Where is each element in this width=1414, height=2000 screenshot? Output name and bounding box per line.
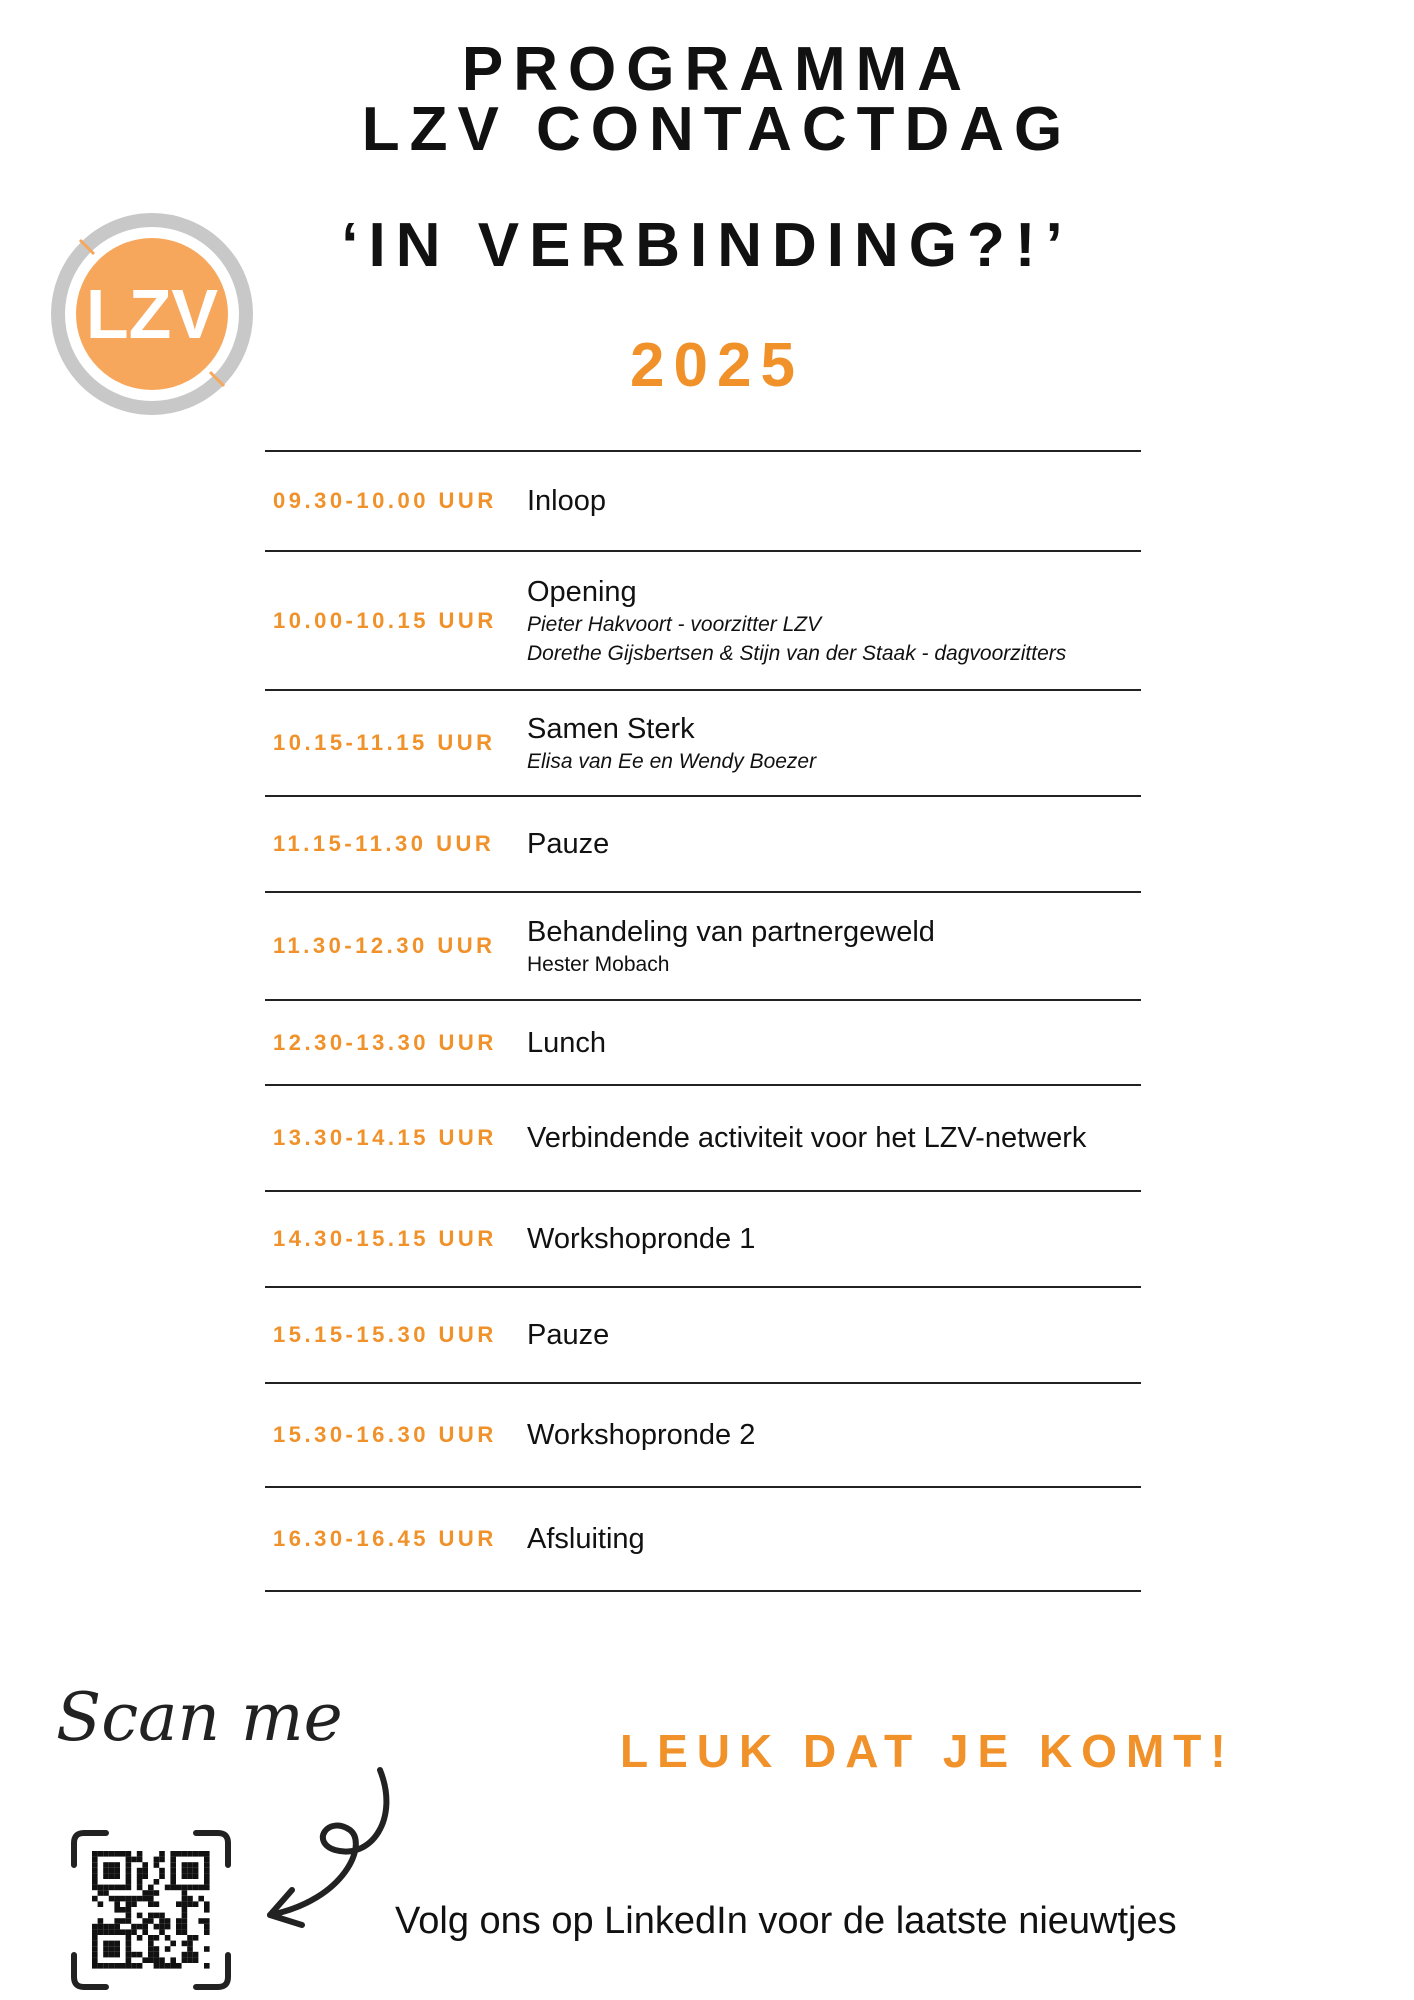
schedule-time: 16.30-16.45 UUR [273, 1526, 497, 1551]
theme-title: ‘IN VERBINDING?!’ [341, 211, 1073, 280]
schedule-content [527, 1025, 1141, 1061]
schedule-time: 15.15-15.30 UUR [273, 1322, 497, 1347]
schedule-row [265, 550, 1141, 689]
schedule-content [527, 826, 1141, 862]
schedule-speaker: Dorethe Gijsbertsen & Stijn van der Staak - dagvoorzitters [527, 641, 1067, 665]
schedule-content [527, 1417, 1141, 1453]
schedule-title: Verbindende activiteit voor het LZV-netwerk [527, 1122, 1087, 1154]
schedule-speaker: Pieter Hakvoort - voorzitter LZV [527, 612, 822, 636]
logo-text: LZV [85, 275, 219, 353]
schedule-row [265, 999, 1141, 1084]
schedule-title: Lunch [527, 1026, 607, 1059]
linkedin-follow-text: Volg ons op LinkedIn voor de laatste nieuwtjes [395, 1900, 1177, 1942]
schedule-row [265, 689, 1141, 795]
schedule-row [265, 795, 1141, 891]
curly-arrow-icon [250, 1760, 400, 1930]
schedule-time: 11.30-12.30 UUR [273, 933, 496, 958]
schedule-time: 15.30-16.30 UUR [273, 1422, 497, 1447]
schedule-content [527, 711, 1141, 776]
schedule-row [265, 891, 1141, 999]
scan-me-label [52, 1660, 352, 1770]
schedule-content [527, 483, 1141, 519]
schedule-table [265, 450, 1141, 1592]
schedule-row [265, 1486, 1141, 1592]
schedule-time: 13.30-14.15 UUR [273, 1125, 497, 1150]
schedule-speaker: Hester Mobach [527, 952, 670, 976]
schedule-title: Workshopronde 1 [527, 1223, 756, 1255]
schedule-time: 10.00-10.15 UUR [273, 607, 497, 633]
schedule-row [265, 1382, 1141, 1486]
schedule-content [527, 1120, 1141, 1156]
qr-code[interactable] [66, 1825, 236, 1995]
schedule-title: Behandeling van partnergeweld [527, 915, 935, 948]
closing-message: LEUK DAT JE KOMT! [620, 1725, 1235, 1777]
schedule-content [527, 1317, 1141, 1353]
title-line-2: LZV CONTACTDAG [361, 95, 1073, 164]
schedule-title: Samen Sterk [527, 712, 695, 745]
schedule-content [527, 574, 1141, 668]
schedule-time: 14.30-15.15 UUR [273, 1226, 497, 1251]
scan-me-text: Scan me [56, 1679, 343, 1756]
schedule-row [265, 1084, 1141, 1190]
schedule-time: 11.15-11.30 UUR [273, 831, 495, 856]
schedule-row [265, 1190, 1141, 1286]
schedule-title: Opening [527, 575, 637, 608]
schedule-title: Afsluiting [527, 1523, 645, 1555]
schedule-time: 12.30-13.30 UUR [273, 1029, 497, 1055]
schedule-content [527, 1221, 1141, 1257]
lzv-logo [50, 212, 255, 417]
title-line-1: PROGRAMMA [461, 35, 973, 104]
schedule-time: 10.15-11.15 UUR [273, 730, 496, 755]
schedule-row [265, 450, 1141, 550]
schedule-content [527, 914, 1141, 979]
schedule-speaker: Elisa van Ee en Wendy Boezer [527, 749, 817, 773]
schedule-title: Pauze [527, 828, 610, 860]
schedule-time: 09.30-10.00 UUR [273, 488, 497, 513]
schedule-row [265, 1286, 1141, 1382]
schedule-content [527, 1521, 1141, 1557]
schedule-title: Workshopronde 2 [527, 1419, 756, 1451]
schedule-title: Pauze [527, 1319, 610, 1351]
year-title: 2025 [630, 331, 804, 400]
schedule-title: Inloop [527, 485, 607, 517]
